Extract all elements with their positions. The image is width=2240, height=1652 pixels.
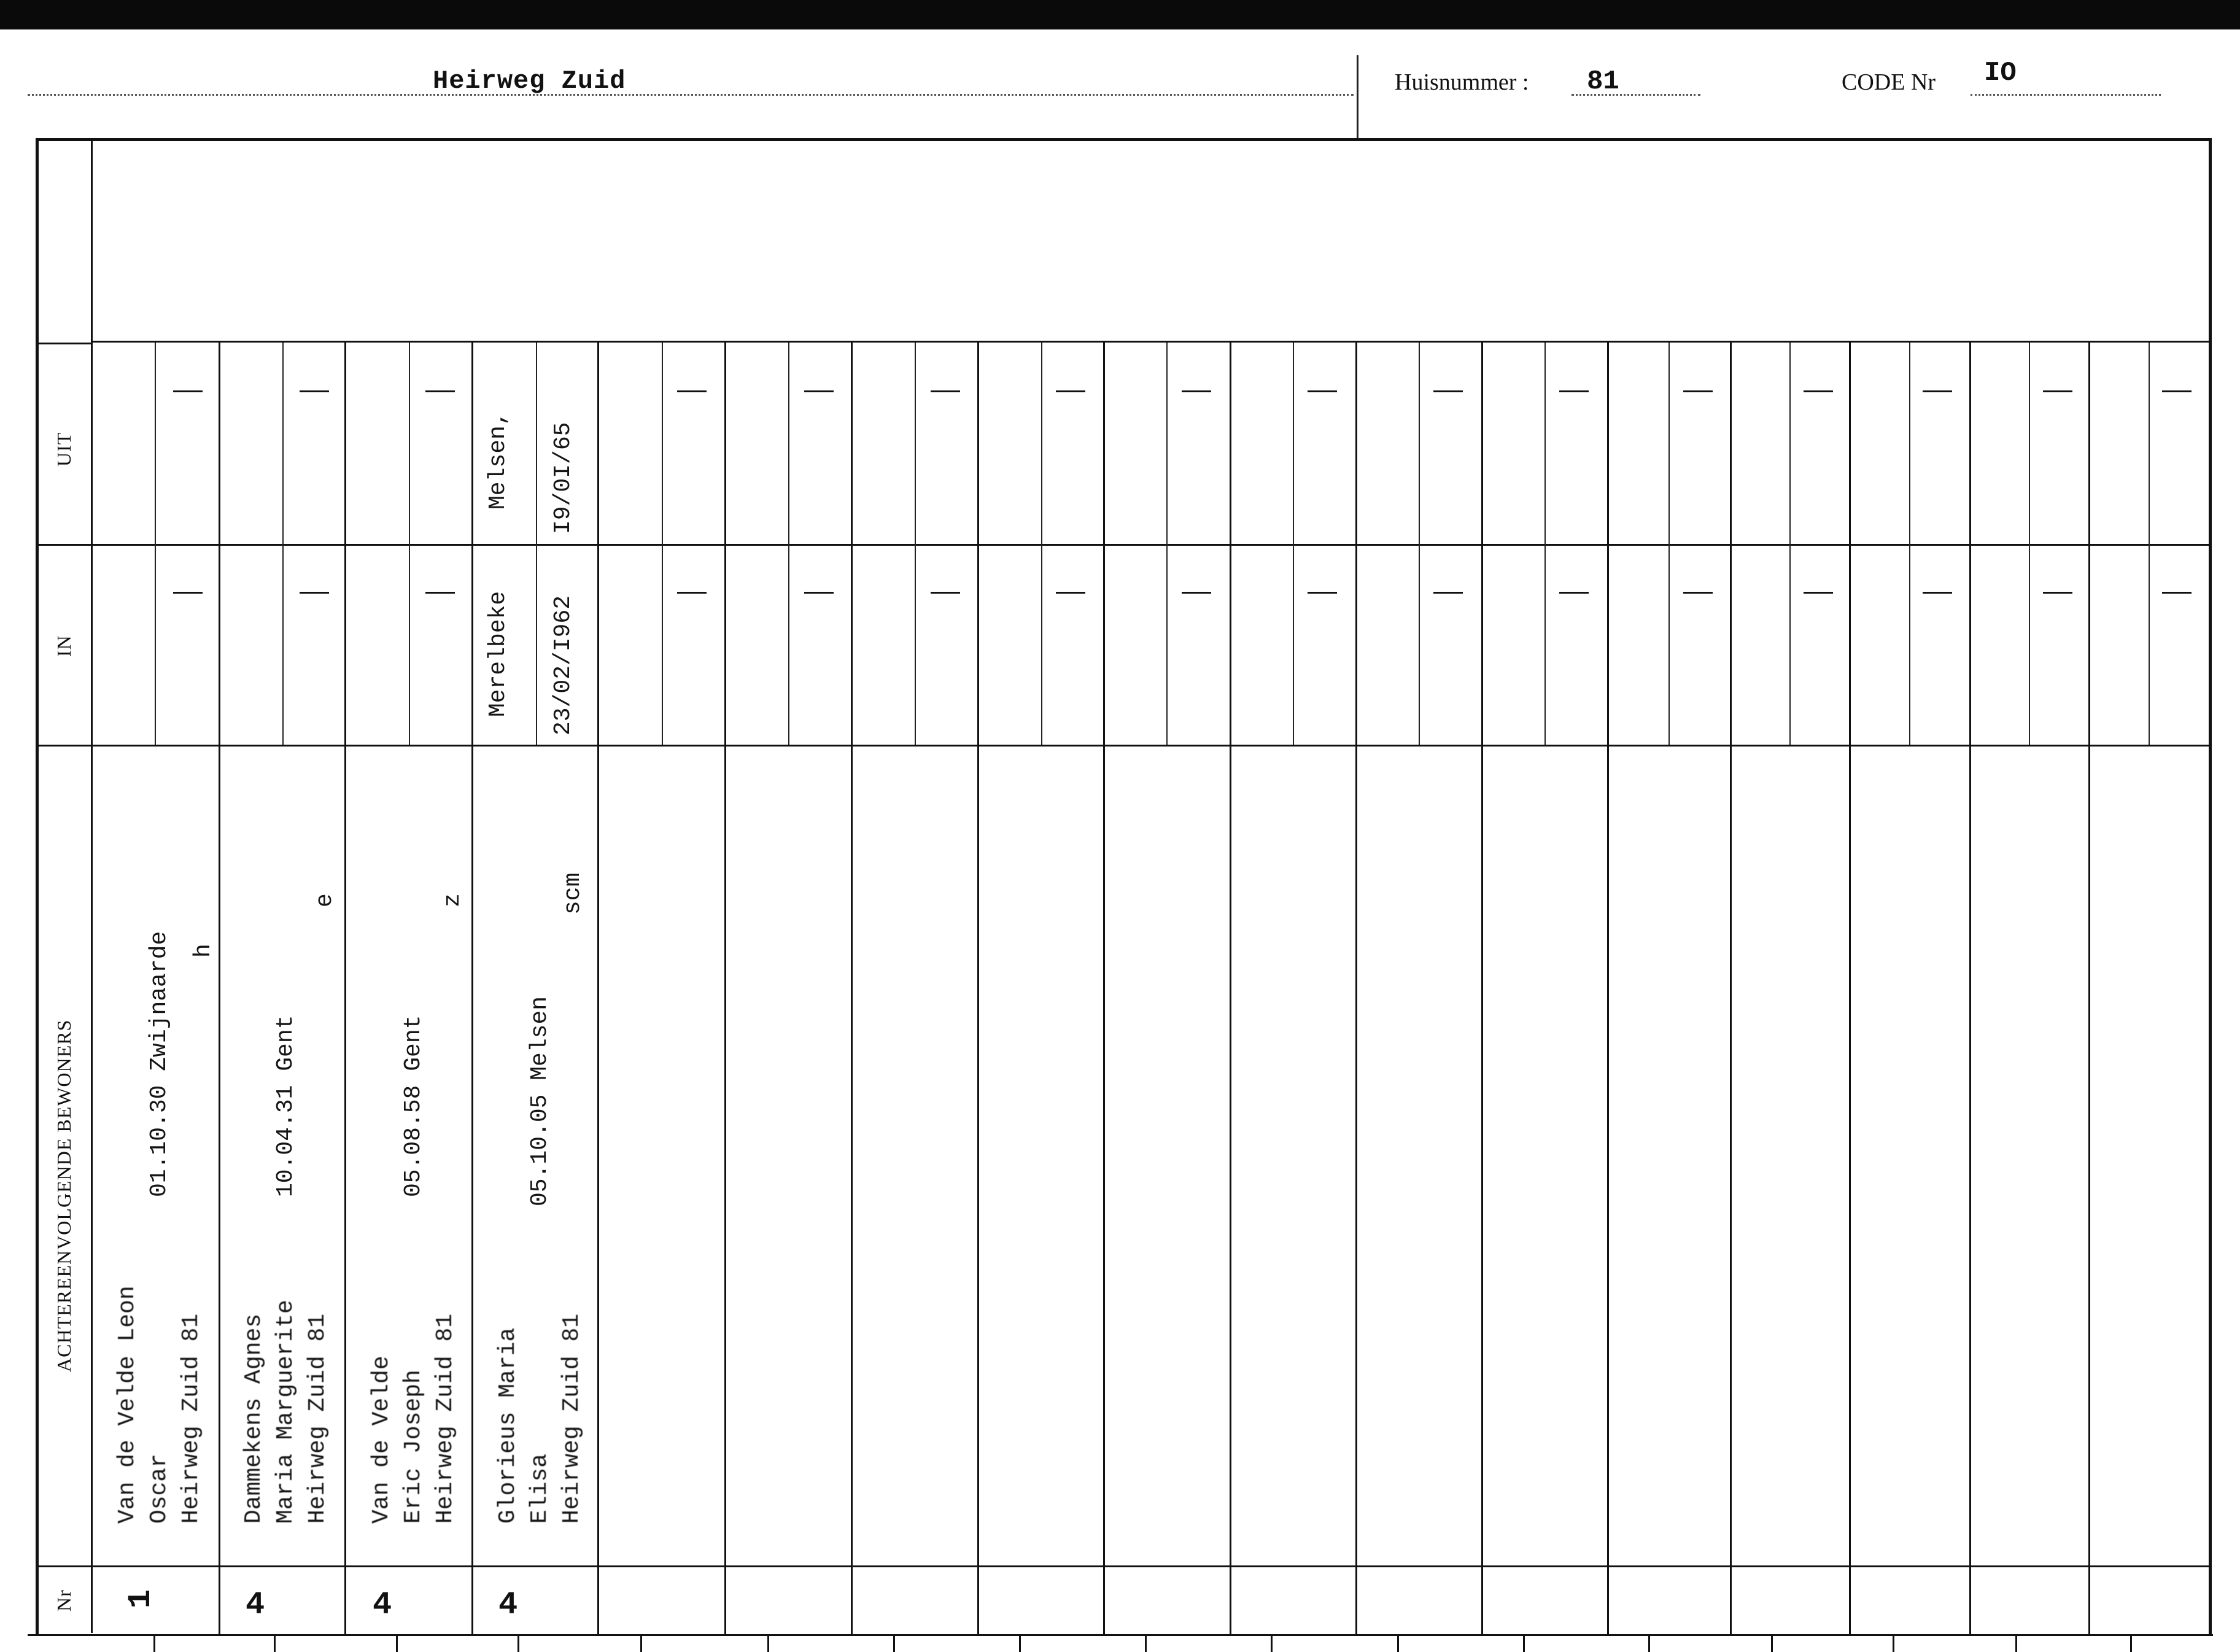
resident-2-name: Dammekens Agnes (241, 1313, 267, 1524)
sub-divider (1909, 343, 1910, 745)
in-dash (677, 592, 707, 594)
col-divider (851, 343, 853, 1634)
col-divider (1849, 343, 1851, 1634)
in-dash (1683, 592, 1713, 594)
in-dash (1433, 592, 1463, 594)
resident-4-address: Heirweg Zuid 81 (559, 1313, 585, 1524)
sub-divider (536, 343, 537, 745)
uit-dash (677, 390, 707, 392)
col-divider (1730, 343, 1732, 1634)
resident-4-uit-place: Melsen, (485, 411, 511, 510)
in-dash (300, 592, 329, 594)
col-divider (1607, 343, 1609, 1634)
col-divider (219, 343, 220, 1634)
resident-1-birth: 01.10.30 Zwijnaarde (146, 931, 172, 1197)
sub-divider (409, 343, 410, 745)
bottom-tick (893, 1634, 895, 1652)
bottom-tick (1397, 1634, 1399, 1652)
col-divider (1355, 343, 1357, 1634)
bottom-tick (1893, 1634, 1894, 1652)
uit-dash (425, 390, 455, 392)
resident-2-firstname: Maria Marguerite (273, 1300, 299, 1524)
resident-4-mark: scm (560, 872, 586, 915)
house-number-value: 81 (1587, 66, 1619, 97)
scan-top-edge (0, 0, 2240, 29)
street-name: Heirweg Zuid (433, 66, 626, 96)
sub-divider (1041, 343, 1042, 745)
in-dash (1182, 592, 1211, 594)
house-number-line (1571, 60, 1700, 103)
sub-divider (915, 343, 916, 745)
resident-1-nr: 1 (123, 1589, 160, 1609)
uit-dash (1683, 390, 1713, 392)
in-dash (1559, 592, 1589, 594)
col-divider (1969, 343, 1971, 1634)
register-table (36, 138, 2212, 1636)
label-column-divider (91, 140, 93, 1633)
resident-1-mark: h (190, 944, 217, 958)
sub-divider (1293, 343, 1294, 745)
resident-3-firstname: Eric Joseph (400, 1370, 427, 1524)
bottom-tick (153, 1634, 155, 1652)
col-divider (344, 343, 346, 1634)
street-line (28, 60, 1354, 103)
in-dash (2043, 592, 2072, 594)
in-dash (804, 592, 834, 594)
code-line (1971, 60, 2161, 103)
nr-row-label: Nr (53, 1589, 75, 1611)
uit-label-top (37, 343, 91, 344)
resident-3-name: Van de Velde (368, 1355, 395, 1524)
code-label: CODE Nr (1842, 69, 1936, 95)
resident-2-mark: e (312, 893, 338, 907)
bottom-tick (2130, 1634, 2132, 1652)
uit-dash (1182, 390, 1211, 392)
sub-divider (282, 343, 284, 745)
residents-row-top (37, 745, 2210, 747)
resident-4-uit-date: I9/0I/65 (550, 422, 576, 534)
uit-dash (2043, 390, 2072, 392)
bottom-tick (1771, 1634, 1773, 1652)
col-divider (977, 343, 979, 1634)
sub-divider (662, 343, 663, 745)
sub-divider (788, 343, 789, 745)
sub-divider (1789, 343, 1791, 745)
in-dash (931, 592, 960, 594)
bottom-tick (1648, 1634, 1650, 1652)
uit-dash (173, 390, 203, 392)
col-divider (1481, 343, 1483, 1634)
uit-dash (1433, 390, 1463, 392)
code-value: IO (1984, 58, 2017, 88)
sub-divider (1668, 343, 1670, 745)
sub-divider (2149, 343, 2150, 745)
sub-divider (155, 343, 156, 745)
sub-divider (1166, 343, 1168, 745)
in-dash (1804, 592, 1833, 594)
in-dash (425, 592, 455, 594)
resident-2-birth: 10.04.31 Gent (273, 1015, 299, 1197)
uit-row-label: UIT (53, 432, 75, 467)
in-row-label: IN (53, 635, 75, 657)
nr-row-top (37, 1565, 2210, 1567)
in-dash (1056, 592, 1085, 594)
bottom-tick (640, 1634, 642, 1652)
resident-4-firstname: Elisa (527, 1453, 553, 1524)
uit-dash (1804, 390, 1833, 392)
resident-4-name: Glorieus Maria (495, 1327, 521, 1524)
resident-2-address: Heirweg Zuid 81 (304, 1313, 331, 1524)
uit-dash (2162, 390, 2192, 392)
in-dash (2162, 592, 2192, 594)
header-divider (1357, 55, 1358, 138)
bottom-tick (1019, 1634, 1021, 1652)
resident-4-nr: 4 (498, 1587, 518, 1623)
bottom-tick (2015, 1634, 2017, 1652)
sub-divider (2029, 343, 2030, 745)
uit-dash (1559, 390, 1589, 392)
in-row-top (37, 544, 2210, 546)
resident-4-birth: 05.10.05 Melsen (527, 996, 553, 1206)
resident-2-nr: 4 (246, 1587, 265, 1623)
uit-dash (1056, 390, 1085, 392)
sub-divider (1544, 343, 1546, 745)
resident-4-in-date: 23/02/I962 (550, 595, 576, 735)
col-divider (724, 343, 726, 1634)
uit-dash (1923, 390, 1952, 392)
sub-divider (1419, 343, 1420, 745)
table-bottom (28, 1634, 2213, 1636)
uit-dash (1308, 390, 1337, 392)
uit-dash (300, 390, 329, 392)
col-divider (2088, 343, 2090, 1634)
in-dash (1923, 592, 1952, 594)
residents-row-label: ACHTEREENVOLGENDE BEWONERS (53, 1019, 75, 1372)
bottom-tick (396, 1634, 398, 1652)
house-number-label: Huisnummer : (1395, 69, 1529, 95)
col-divider (471, 343, 473, 1634)
col-divider (1230, 343, 1231, 1634)
resident-1-address: Heirweg Zuid 81 (178, 1313, 204, 1524)
bottom-tick (1523, 1634, 1525, 1652)
resident-3-address: Heirweg Zuid 81 (432, 1313, 459, 1524)
resident-3-birth: 05.08.58 Gent (400, 1015, 427, 1197)
resident-1-firstname: Oscar (146, 1453, 172, 1524)
uit-dash (931, 390, 960, 392)
bottom-tick (1145, 1634, 1147, 1652)
in-dash (1308, 592, 1337, 594)
bottom-tick (767, 1634, 769, 1652)
uit-dash (804, 390, 834, 392)
resident-3-mark: z (440, 893, 466, 907)
bottom-tick (1271, 1634, 1273, 1652)
bottom-tick (517, 1634, 519, 1652)
in-dash (173, 592, 203, 594)
bottom-tick (274, 1634, 276, 1652)
resident-3-nr: 4 (373, 1587, 392, 1623)
resident-1-name: Van de Velde Leon (114, 1286, 141, 1524)
col-divider (597, 343, 599, 1634)
col-divider (1103, 343, 1105, 1634)
resident-4-in-place: Merelbeke (485, 591, 511, 717)
